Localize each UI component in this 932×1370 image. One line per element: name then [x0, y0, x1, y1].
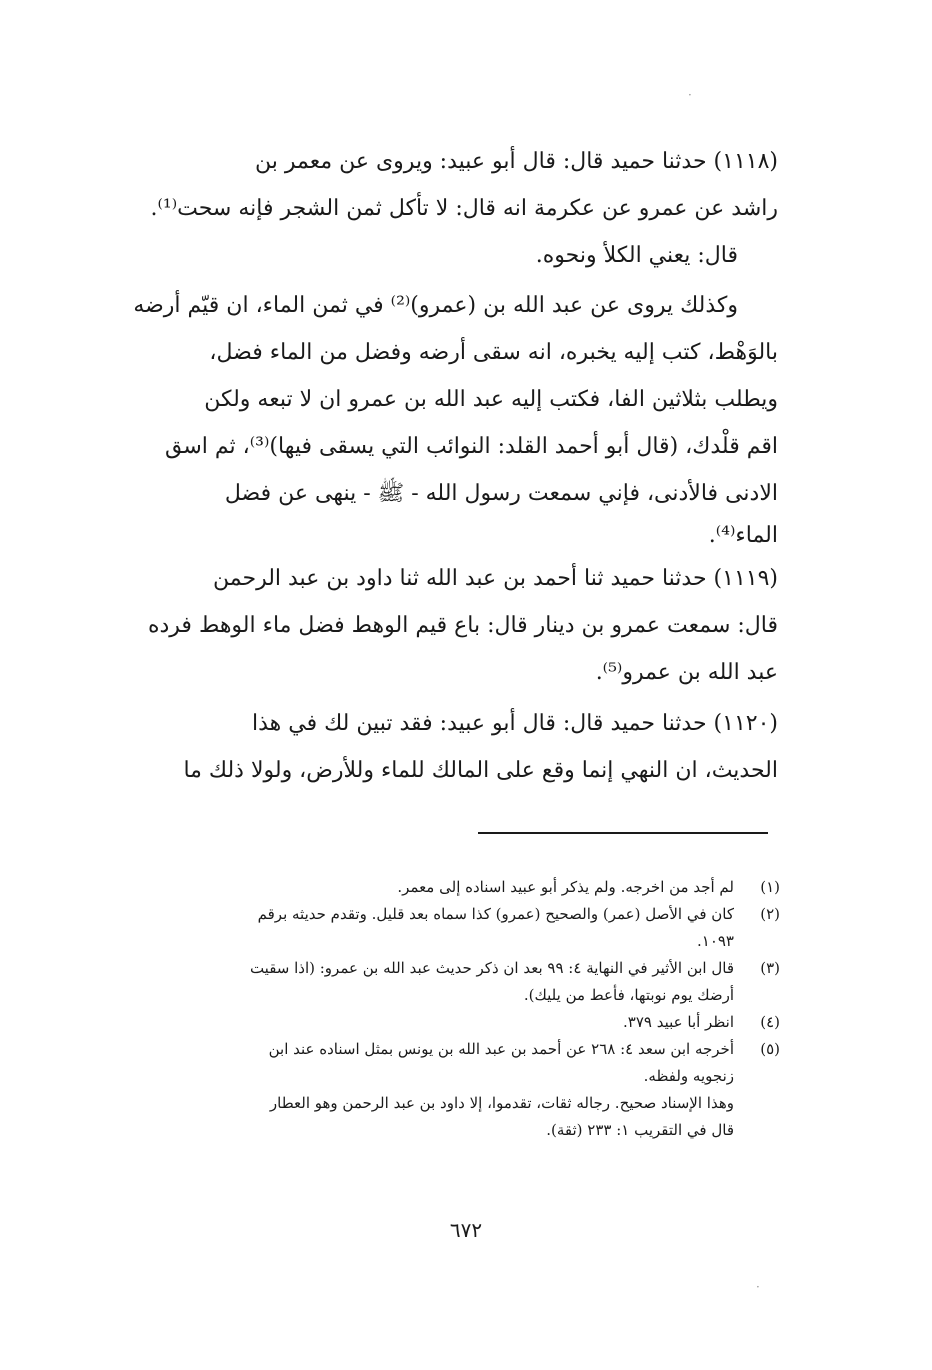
text-line: بالوَهْط، كتب إليه يخبره، انه سقى أرضه وفضل من الماء فضل، — [209, 340, 778, 365]
footnote-line: قال في التقريب ١: ٢٣٣ (ثقة). — [546, 1121, 734, 1139]
footnote-number: (٢) — [760, 905, 780, 923]
footnote-number: (١) — [760, 878, 780, 896]
text-line: راشد عن عمرو عن عكرمة انه قال: لا تأكل ثمن الشجر فإنه سحت⁽¹⁾. — [150, 196, 778, 221]
footnotes — [104, 874, 780, 1144]
footnote-line: أخرجه ابن سعد ٤: ٢٦٨ عن أحمد بن عبد الله بن يونس بمثل اسناده عند ابن — [268, 1040, 734, 1058]
footnote-1 — [104, 874, 780, 901]
footnote-divider — [478, 832, 768, 834]
footnote-line: قال ابن الأثير في النهاية ٤: ٩٩ بعد ان ذكر حديث عبد الله بن عمرو: (اذا سقيت — [249, 959, 734, 977]
text-line: الماء⁽⁴⁾. — [708, 523, 778, 548]
text-line: عبد الله بن عمرو⁽⁵⁾. — [595, 660, 778, 685]
footnote-number: (٣) — [760, 959, 780, 977]
text-line: الادنى فالأدنى، فإني سمعت رسول الله - ﷺ - ينهى عن فضل — [224, 481, 778, 506]
footnote-5-continuation — [104, 1090, 780, 1144]
footnote-number: (٥) — [760, 1040, 780, 1058]
text-line: (١١١٨) حدثنا حميد قال: قال أبو عبيد: ويروى عن معمر بن — [254, 149, 778, 174]
footnote-line: ١٠٩٣. — [696, 932, 734, 950]
footnote-4 — [104, 1009, 780, 1036]
text-line: قال: سمعت عمرو بن دينار قال: باع قيم الوهط فضل ماء الوهط فرده — [147, 613, 778, 638]
page-number: ٦٧٢ — [449, 1218, 483, 1242]
paragraph-1118 — [108, 138, 778, 279]
footnote-line: أرضك يوم نوبتها، فأعط من يليك). — [523, 986, 734, 1004]
footnote-number: (٤) — [760, 1013, 780, 1031]
paragraph-1120 — [108, 700, 778, 794]
text-line: قال: يعني الكلأ ونحوه. — [535, 243, 738, 268]
text-line: وكذلك يروى عن عبد الله بن (عمرو)⁽²⁾ في ثمن الماء، ان قيّم أرضه — [133, 293, 738, 318]
text-line: (١١٢٠) حدثنا حميد قال: قال أبو عبيد: فقد تبين لك في هذا — [252, 711, 778, 736]
text-line: (١١١٩) حدثنا حميد ثنا أحمد بن عبد الله ثنا داود بن عبد الرحمن — [213, 566, 778, 591]
text-line: اقم قلْدك، (قال أبو أحمد القلد: النوائب التي يسقى فيها)⁽³⁾، ثم اسق — [165, 434, 778, 459]
footnote-3 — [104, 955, 780, 1009]
footnote-2 — [104, 901, 780, 955]
footnote-5 — [104, 1036, 780, 1090]
footnote-line: زنجويه ولفظه. — [643, 1067, 734, 1085]
paragraph-1119 — [108, 555, 778, 696]
scan-mark-top: · — [688, 88, 692, 102]
footnote-line: وهذا الإسناد صحيح. رجاله ثقات، تقدموا، إلا داود بن عبد الرحمن وهو العطار — [269, 1094, 734, 1112]
footnote-line: كان في الأصل (عمر) والصحيح (عمرو) كذا سماه بعد قليل. وتقدم حديثه برقم — [257, 905, 734, 923]
paragraph-amr-water — [108, 282, 778, 555]
footnote-line: انظر أبا عبيد ٣٧٩. — [623, 1013, 734, 1031]
scan-mark-bottom: · — [756, 1280, 760, 1294]
footnote-line: لم أجد من اخرجه. ولم يذكر أبو عبيد اسناده إلى معمر. — [397, 878, 734, 896]
text-line: الحديث، ان النهي إنما وقع على المالك للماء وللأرض، ولولا ذلك ما — [183, 758, 778, 783]
text-line: ويطلب بثلاثين الفا، فكتب إليه عبد الله بن عمرو ان لا تبعه ولكن — [204, 387, 778, 412]
